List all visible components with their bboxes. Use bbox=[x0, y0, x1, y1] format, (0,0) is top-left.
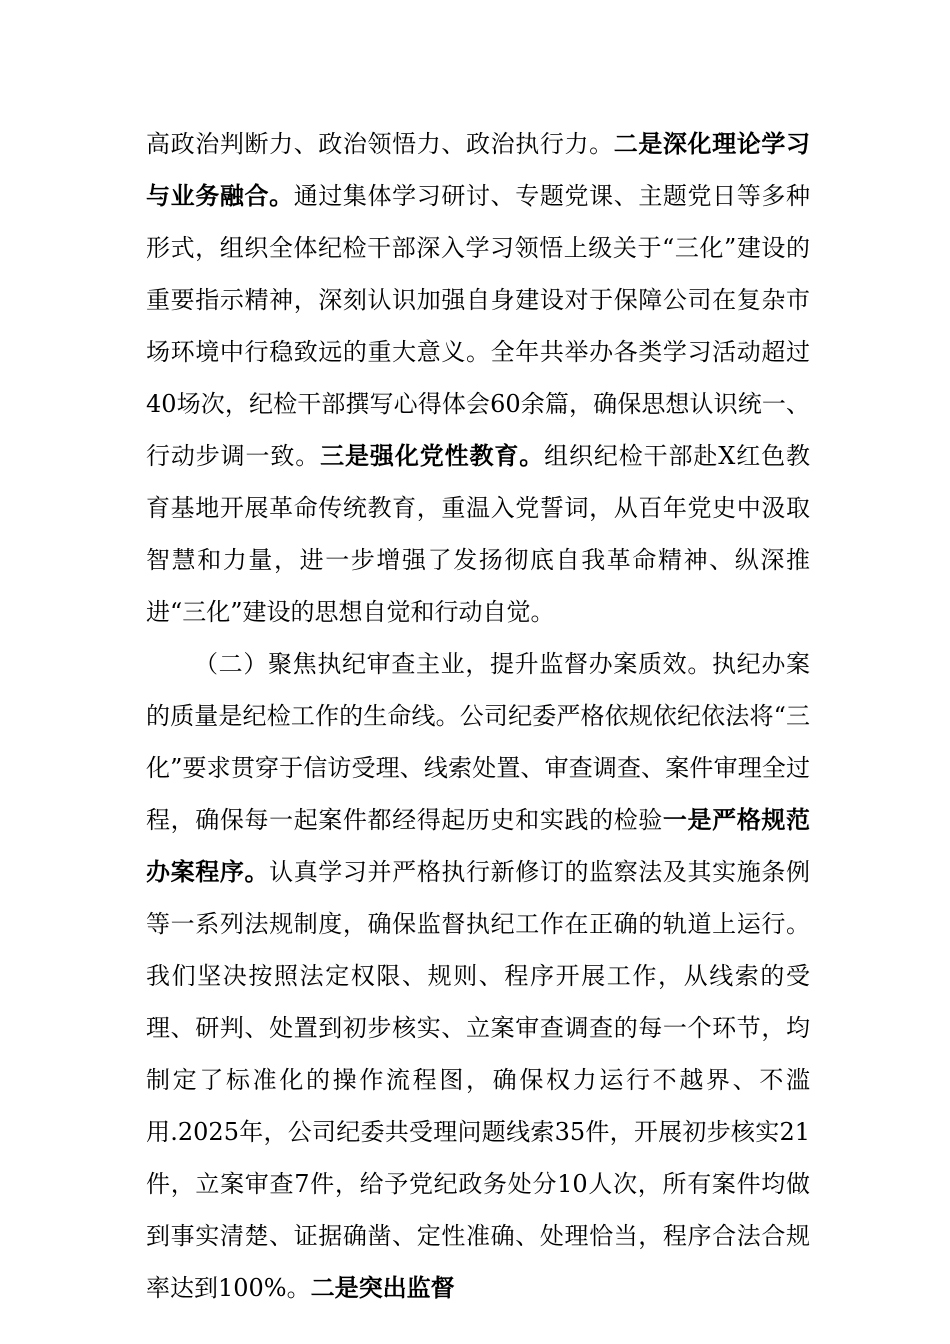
paragraph-2-text-2: 认真学习并严格执行新修订的监察法及其实施条例等一系列法规制度，确保监督执纪工作在正确的轨道上运行。我们坚决按照法定权限、规则、程序开展工作，从线索的受理、研判、处置到初步核实、立案审查调查的每一个环节，均制定了标准化的操作流程图，确保权力运行不越界、不滥用.2025年，公司纪委共受理问题线索35件，开展初步核实21件，立案审查7件，给予党纪政务处分10人次，所有案件均做到事实清楚、证据确凿、定性准确、处理恰当，程序合法合规率达到100%。 bbox=[146, 858, 810, 1302]
paragraph-2 bbox=[146, 638, 810, 1314]
paragraph-1 bbox=[146, 118, 810, 638]
paragraph-1-bold-heading-1: 二是深化理论学习与业务融合。 bbox=[146, 129, 811, 210]
paragraph-2-bold-heading-2: 二是突出监督 bbox=[310, 1273, 455, 1302]
paragraph-1-bold-heading-2: 三是强化党性教育。 bbox=[320, 441, 545, 470]
paragraph-1-text-2: 通过集体学习研讨、专题党课、主题党日等多种形式，组织全体纪检干部深入学习领悟上级关于“三化”建设的重要指示精神，深刻认识加强自身建设对于保障公司在复杂市场环境中行稳致远的重大意义。全年共举办各类学习活动超过40场次，纪检干部撰写心得体会60余篇，确保思想认识统一、行动步调一致。 bbox=[146, 182, 811, 470]
paragraph-1-text-1: 高政治判断力、政治领悟力、政治执行力。 bbox=[146, 130, 614, 158]
document-body bbox=[146, 118, 810, 1314]
paragraph-2-bold-heading-1: 一是严格规范办案程序。 bbox=[146, 805, 810, 886]
paragraph-1-text-3: 组织纪检干部赴X红色教育基地开展革命传统教育，重温入党誓词，从百年党史中汲取智慧和力量，进一步增强了发扬彻底自我革命精神、纵深推进“三化”建设的思想自觉和行动自觉。 bbox=[146, 442, 811, 626]
paragraph-2-text-1: （二）聚焦执纪审查主业，提升监督办案质效。执纪办案的质量是纪检工作的生命线。公司纪委严格依规依纪依法将“三化”要求贯穿于信访受理、线索处置、审查调查、案件审理全过程，确保每一起案件都经得起历史和实践的检验 bbox=[146, 650, 810, 834]
